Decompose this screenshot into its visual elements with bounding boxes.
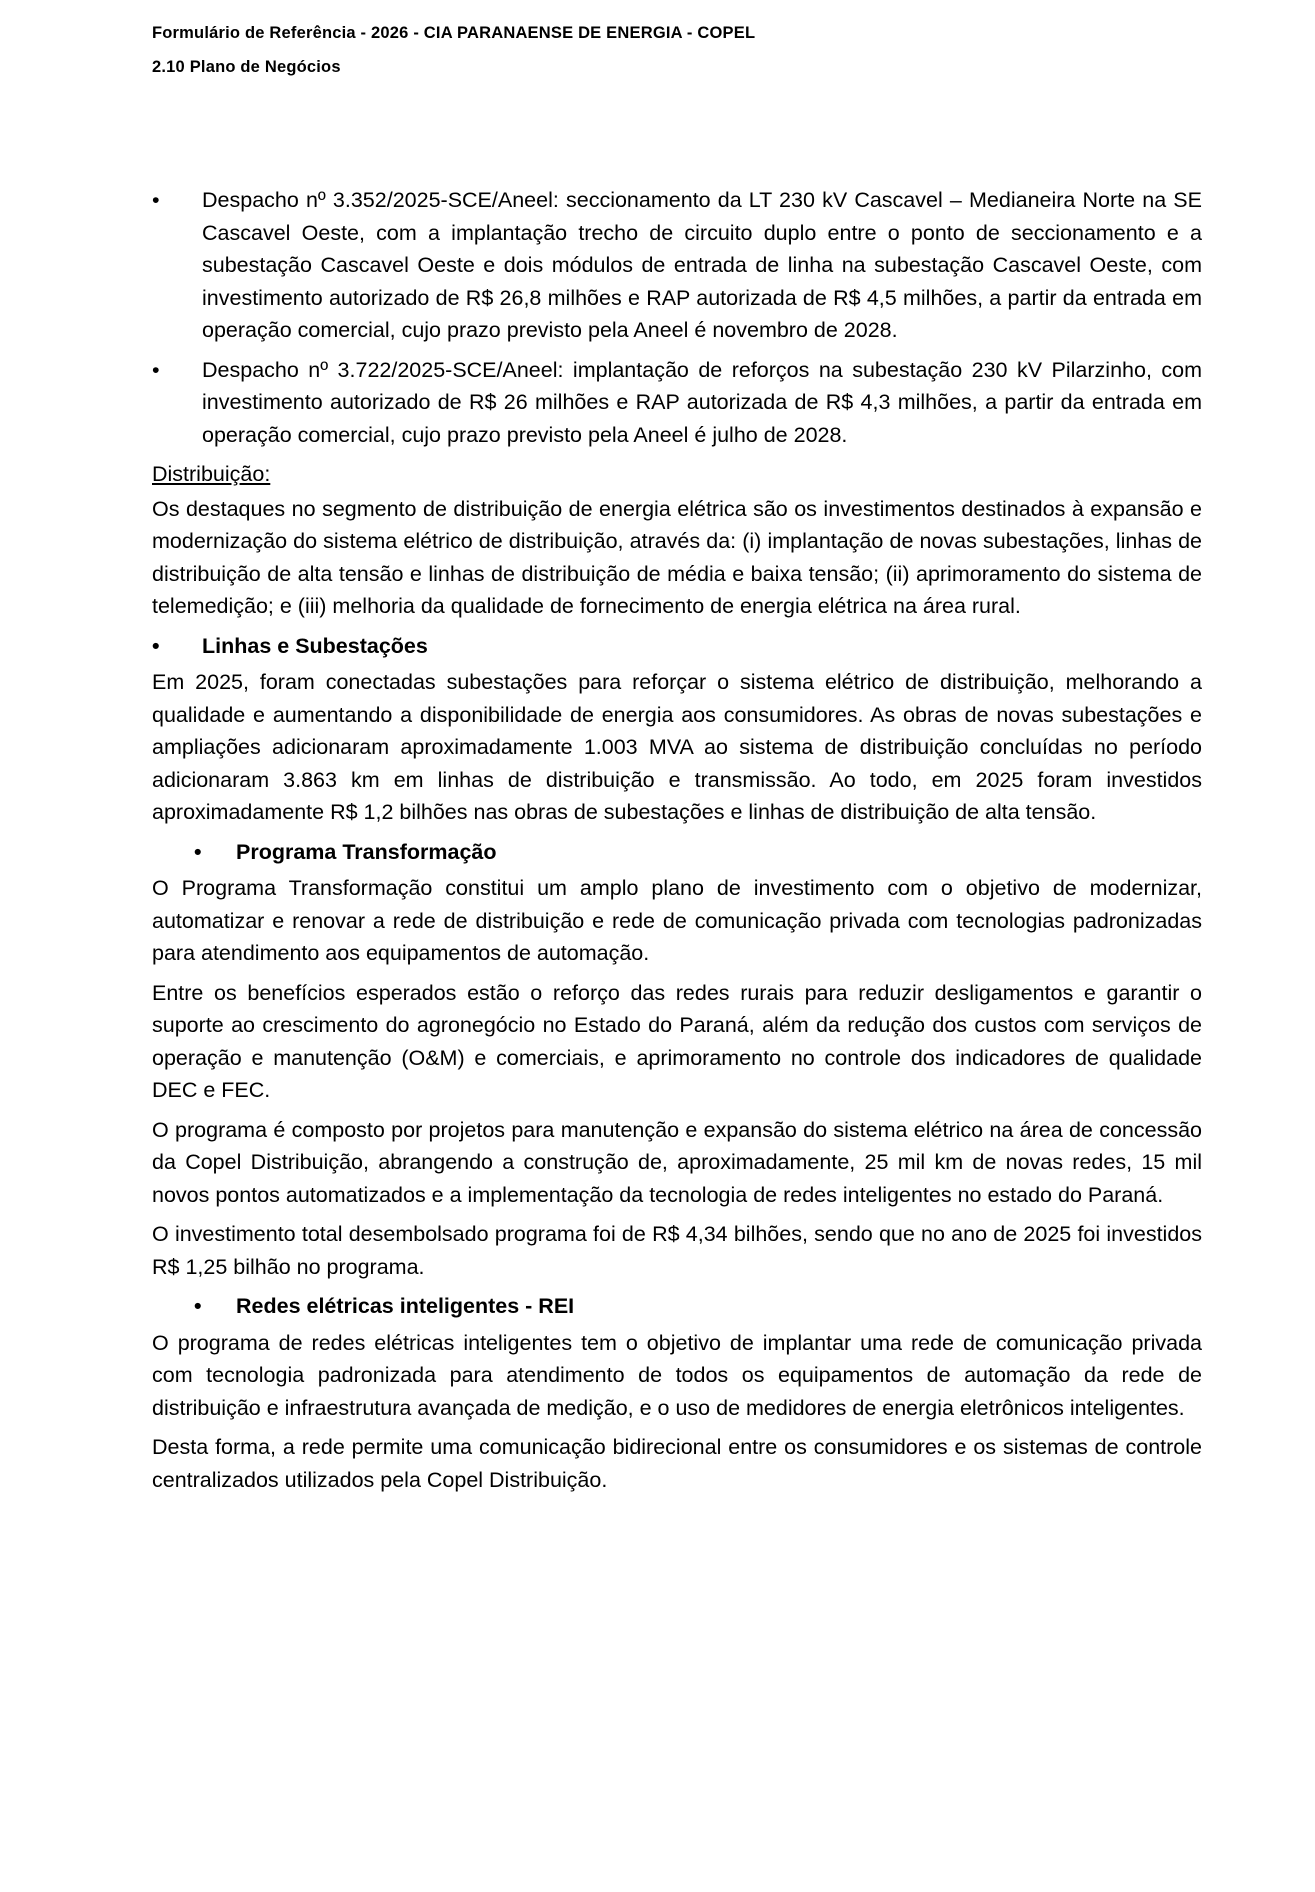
bullet-icon: •	[152, 357, 160, 382]
document-body	[152, 184, 1202, 1503]
despacho-item	[152, 354, 1202, 452]
programa-paragraph: O Programa Transformação constitui um amplo plano de investimento com o objetivo de modernizar, automatizar e renovar a rede de distribuição e rede de comunicação privada com tecnologias padronizadas para atendimento aos equipamentos de automação.	[152, 876, 1202, 965]
rei-heading-label: Redes elétricas inteligentes - REI	[236, 1294, 575, 1318]
section-title: 2.10 Plano de Negócios	[152, 58, 341, 76]
distribuicao-heading: Distribuição:	[152, 462, 271, 486]
programa-paragraph: Entre os benefícios esperados estão o reforço das redes rurais para reduzir desligamentos e garantir o suporte ao crescimento do agronegócio no Estado do Paraná, além da redução dos custos com serviços de operação e manutenção (O&M) e comerciais, e aprimoramento no controle dos indicadores de qualidade DEC e FEC.	[152, 980, 1202, 1102]
bullet-icon: •	[152, 633, 160, 658]
linhas-heading-label: Linhas e Subestações	[202, 633, 428, 658]
despacho-text: Despacho nº 3.352/2025-SCE/Aneel: seccionamento da LT 230 kV Cascavel – Medianeira Norte na SE Cascavel Oeste, com a implantação trecho de circuito duplo entre o ponto de seccionamento e a subestação Cascavel Oeste e dois módulos de entrada de linha na subestação Cascavel Oeste, com investimento autorizado de R$ 26,8 milhões e RAP autorizada de R$ 4,5 milhões, a partir da entrada em operação comercial, cujo prazo previsto pela Aneel é novembro de 2028.	[202, 188, 1202, 342]
rei-heading	[152, 1290, 1202, 1323]
distribuicao-intro: Os destaques no segmento de distribuição de energia elétrica são os investimentos destinados à expansão e modernização do sistema elétrico de distribuição, através da: (i) implantação de novas subestações, linhas de distribuição de alta tensão e linhas de distribuição de média e baixa tensão; (ii) aprimoramento do sistema de telemedição; e (iii) melhoria da qualidade de fornecimento de energia elétrica na área rural.	[152, 496, 1202, 618]
programa-heading-label: Programa Transformação	[236, 839, 497, 864]
bullet-icon: •	[194, 839, 202, 864]
programa-heading	[152, 836, 1202, 869]
linhas-heading	[152, 630, 1202, 663]
bullet-icon: •	[194, 1294, 202, 1318]
bullet-icon: •	[152, 188, 160, 212]
page-header	[152, 16, 1202, 84]
rei-paragraph: Desta forma, a rede permite uma comunicação bidirecional entre os consumidores e os sistemas de controle centralizados utilizados pela Copel Distribuição.	[152, 1435, 1202, 1492]
programa-paragraph: O programa é composto por projetos para manutenção e expansão do sistema elétrico na área de concessão da Copel Distribuição, abrangendo a construção de, aproximadamente, 25 mil km de novas redes, 15 mil novos pontos automatizados e a implementação da tecnologia de redes inteligentes no estado do Paraná.	[152, 1117, 1202, 1207]
rei-paragraph: O programa de redes elétricas inteligentes tem o objetivo de implantar uma rede de comunicação privada com tecnologia padronizada para atendimento de todos os equipamentos de automação da rede de distribuição e infraestrutura avançada de medição, e o uso de medidores de energia eletrônicos inteligentes.	[152, 1330, 1202, 1420]
despacho-item	[152, 184, 1202, 347]
document-title: Formulário de Referência - 2026 - CIA PARANAENSE DE ENERGIA - COPEL	[152, 24, 756, 42]
linhas-paragraph: Em 2025, foram conectadas subestações para reforçar o sistema elétrico de distribuição, melhorando a qualidade e aumentando a disponibilidade de energia aos consumidores. As obras de novas subestações e ampliações adicionaram aproximadamente 1.003 MVA ao sistema de distribuição concluídas no período adicionaram 3.863 km em linhas de distribuição e transmissão. Ao todo, em 2025 foram investidos aproximadamente R$ 1,2 bilhões nas obras de subestações e linhas de distribuição de alta tensão.	[152, 670, 1202, 824]
despacho-text: Despacho nº 3.722/2025-SCE/Aneel: implantação de reforços na subestação 230 kV Pilarzinho, com investimento autorizado de R$ 26 milhões e RAP autorizada de R$ 4,3 milhões, a partir da entrada em operação comercial, cujo prazo previsto pela Aneel é julho de 2028.	[202, 357, 1202, 447]
programa-paragraph: O investimento total desembolsado programa foi de R$ 4,34 bilhões, sendo que no ano de 2025 foi investidos R$ 1,25 bilhão no programa.	[152, 1222, 1202, 1279]
